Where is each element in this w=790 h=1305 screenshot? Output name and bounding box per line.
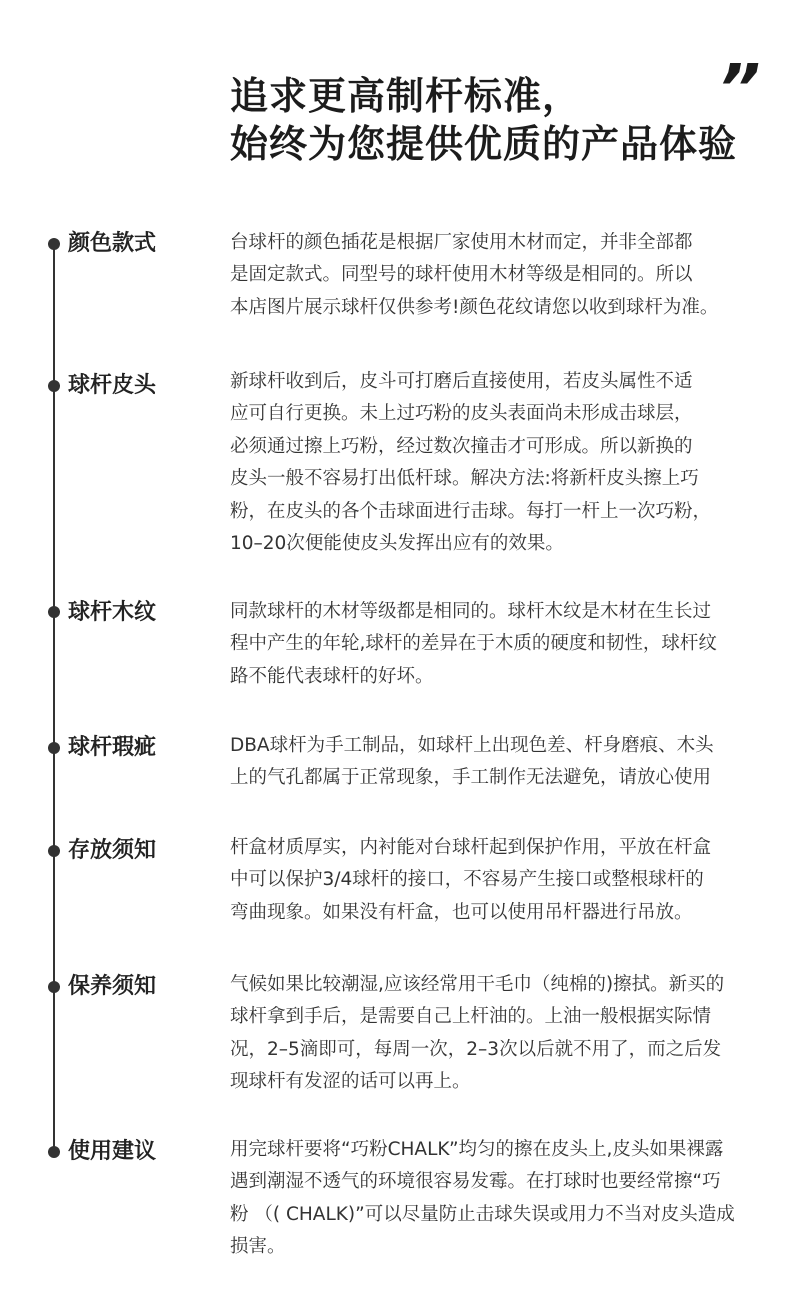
body-line: 粉，在皮头的各个击球面进行击球。每打一杆上一次巧粉，: [230, 500, 712, 522]
body-line: 粉 （( CHALK)”可以尽量防止击球失误或用力不当对皮头造成: [230, 1203, 735, 1225]
headline: [230, 72, 770, 168]
body-line: 程中产生的年轮,球杆的差异在于木质的硬度和韧性，球杆纹: [230, 633, 717, 655]
section-title: 球杆皮头: [68, 373, 157, 398]
body-line: 遇到潮湿不透气的环境很容易发霉。在打球时也要经常擦“巧: [230, 1171, 721, 1193]
body-line: 用完球杆要将“巧粉CHALK”均匀的擦在皮头上,皮头如果裸露: [230, 1139, 724, 1160]
timeline-dot: [48, 845, 60, 857]
section-body: [230, 227, 785, 324]
section-title: 使用建议: [68, 1139, 157, 1164]
timeline-dot: [48, 742, 60, 754]
section-title: 存放须知: [68, 838, 157, 863]
body-line: 现球杆有发涩的话可以再上。: [230, 1071, 471, 1093]
section-body: [230, 366, 785, 560]
body-line: 球杆拿到手后，是需要自己上杆油的。上油一般根据实际情: [230, 1006, 712, 1028]
headline-line-2: 始终为您提供优质的产品体验: [230, 122, 738, 166]
body-line: 本店图片展示球杆仅供参考!颜色花纹请您以收到球杆为准。: [230, 296, 719, 318]
quote-mark-icon: ”: [718, 50, 757, 127]
body-line: 同款球杆的木材等级都是相同的。球杆木纹是木材在生长过: [230, 601, 712, 622]
section-title: 保养须知: [68, 974, 157, 999]
timeline-dot: [48, 238, 60, 250]
body-line: 台球杆的颜色插花是根据厂家使用木材而定，并非全部都: [230, 232, 693, 253]
body-line: 路不能代表球杆的好坏。: [230, 665, 434, 687]
body-line: 是固定款式。同型号的球杆使用木材等级是相同的。所以: [230, 264, 693, 286]
body-line: 况，2–5滴即可，每周一次，2–3次以后就不用了，而之后发: [230, 1038, 722, 1060]
section-body: [230, 596, 785, 693]
body-line: 新球杆收到后，皮斗可打磨后直接使用，若皮头属性不适: [230, 371, 693, 392]
headline-line-1: 追求更高制杆标准，: [230, 74, 582, 118]
body-line: DBA球杆为手工制品，如球杆上出现色差、杆身磨痕、木头: [230, 735, 714, 756]
section-body: [230, 969, 785, 1099]
body-line: 应可自行更换。未上过巧粉的皮头表面尚未形成击球层，: [230, 403, 693, 425]
section-body: [230, 730, 785, 795]
section-title: 球杆瑕疵: [68, 735, 157, 760]
body-line: 气候如果比较潮湿,应该经常用干毛巾（纯棉的)擦拭。新买的: [230, 974, 725, 995]
section-title: 颜色款式: [68, 231, 157, 256]
body-line: 损害。: [230, 1236, 286, 1258]
body-line: 必须通过擦上巧粉，经过数次撞击才可形成。所以新换的: [230, 435, 693, 457]
body-line: 皮头一般不容易打出低杆球。解决方法:将新杆皮头擦上巧: [230, 468, 699, 490]
section-title: 球杆木纹: [68, 600, 157, 625]
timeline-dot: [48, 606, 60, 618]
body-line: 杆盒材质厚实，内衬能对台球杆起到保护作用，平放在杆盒: [230, 837, 712, 858]
body-line: 10–20次便能使皮头发挥出应有的效果。: [230, 533, 564, 555]
body-line: 中可以保护3/4球杆的接口，不容易产生接口或整根球杆的: [230, 869, 704, 891]
timeline-dot: [48, 981, 60, 993]
body-line: 弯曲现象。如果没有杆盒，也可以使用吊杆器进行吊放。: [230, 901, 693, 923]
timeline-dot: [48, 1146, 60, 1158]
timeline-dot: [48, 380, 60, 392]
body-line: 上的气孔都属于正常现象，手工制作无法避免，请放心使用: [230, 767, 712, 789]
section-body: [230, 832, 785, 929]
section-body: [230, 1134, 785, 1264]
